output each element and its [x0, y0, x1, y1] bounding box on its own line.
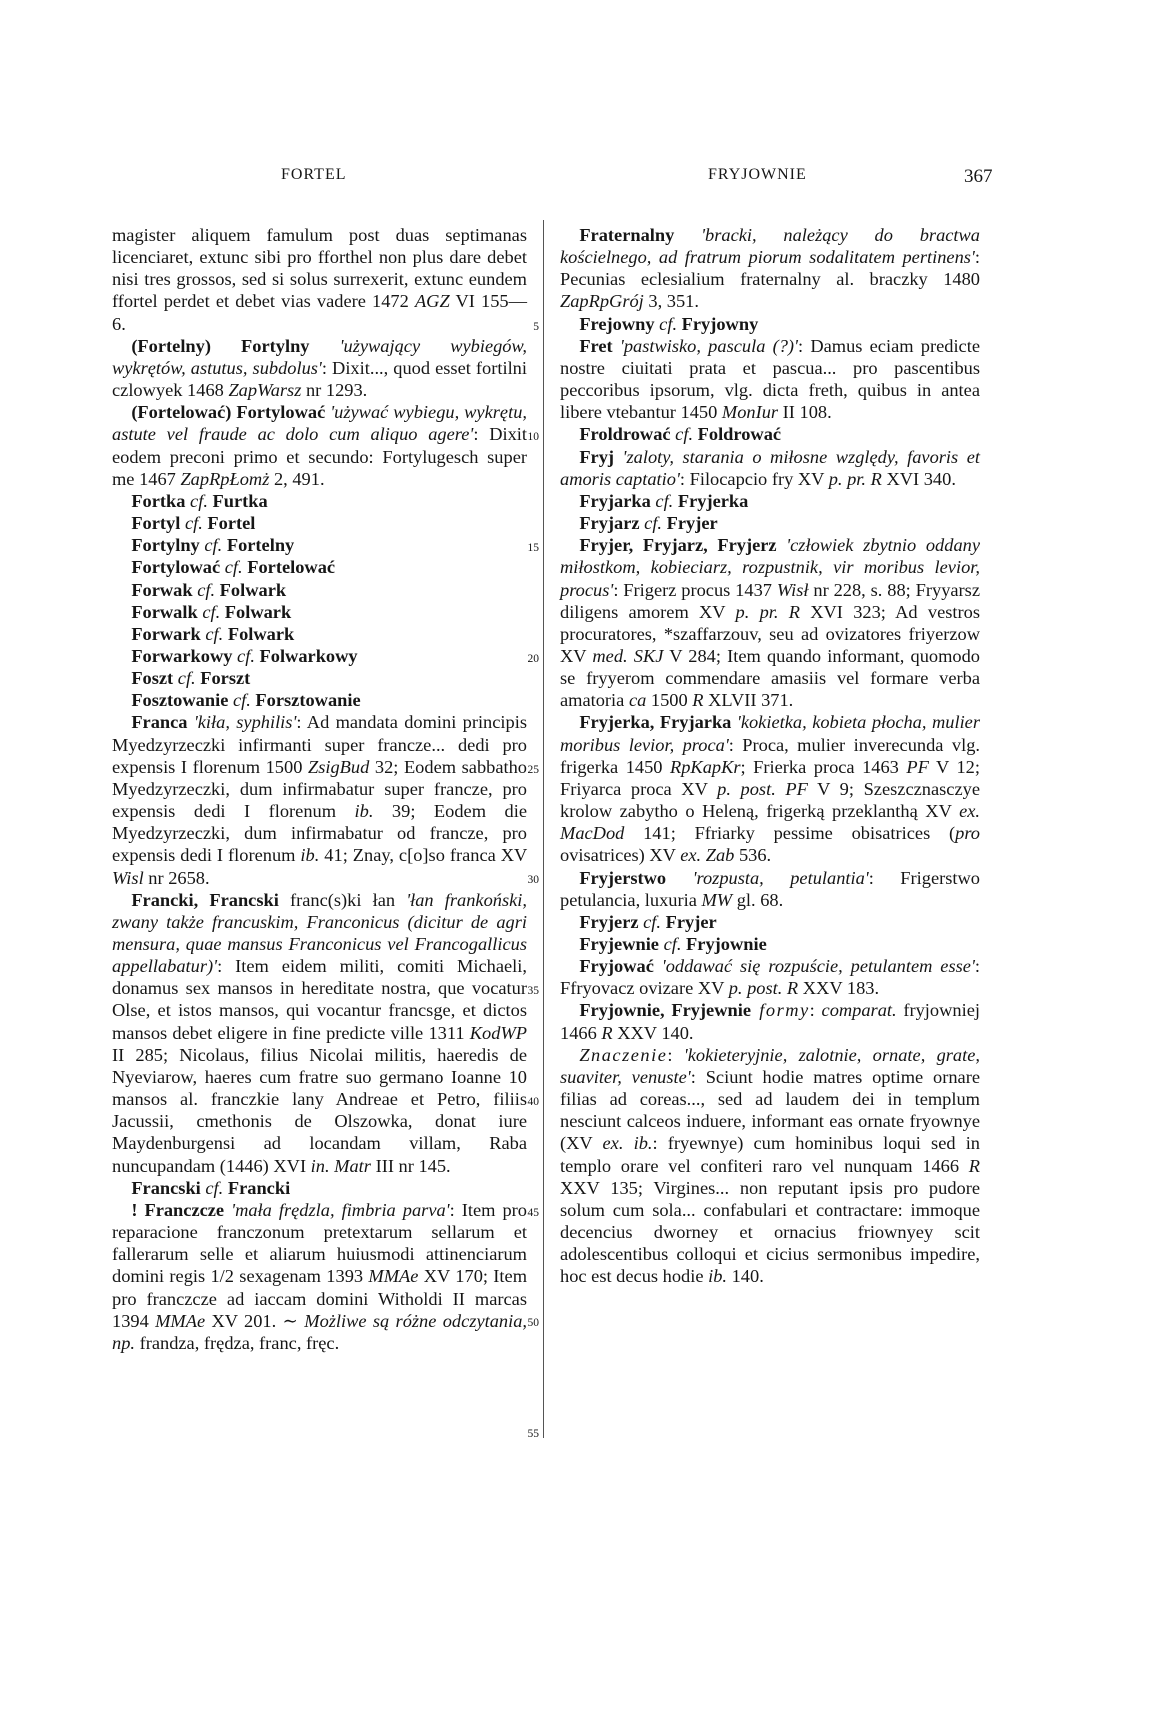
source-abbrev: ib. — [708, 1266, 728, 1287]
headword: Forsztowanie — [250, 690, 361, 711]
headword: Fryjownie, Fryjewnie — [579, 1000, 752, 1021]
definition: 'kokietka, kobieta płocha, mulier moribus levior, proca' — [560, 712, 980, 755]
headword: Fryjować — [579, 956, 654, 977]
cross-ref-marker: cf. — [658, 934, 682, 954]
source-abbrev: ZapRpŁomż — [180, 468, 270, 489]
entry-text: V 12; Friyarca proca XV — [560, 756, 980, 799]
line-number: 20 — [527, 652, 539, 665]
source-abbrev: comparat. — [821, 1000, 897, 1021]
entry-text: : — [667, 1044, 684, 1065]
line-number: 15 — [527, 542, 539, 555]
source-abbrev: in. Matr — [310, 1155, 371, 1176]
page-number: 367 — [964, 166, 993, 187]
entry-text: nr 228, s. 88; Fryyarsz diligens amorem XV — [560, 579, 980, 622]
left-column — [112, 224, 527, 1354]
headword: Forwark — [131, 623, 201, 644]
dictionary-entry — [560, 911, 980, 933]
source-abbrev: ib. — [300, 845, 320, 866]
source-abbrev: R — [968, 1155, 980, 1176]
line-number: 10 — [527, 431, 539, 444]
headword: (Fortelny) Fortylny — [131, 335, 310, 356]
source-abbrev: ex. ib. — [602, 1133, 653, 1154]
entry-text: : fryewnye) cum hominibus loqui sed in templo orare vel confiteri raro vel nunquam 1466 — [560, 1133, 980, 1176]
headword: Fortylować — [131, 557, 221, 578]
source-abbrev: MW — [701, 889, 733, 910]
entry-text: : Item pro reparacione franczonum pretextarum sellarum et fallerarum selle et aliarum huiusmodi attinenciarum domini regis 1/2 sexagenam 1393 — [112, 1199, 527, 1287]
entry-text: : Damus eciam predicte nostre ciuitati prata et pascua... pro pascentibus peccoribus ipsorum, vlg. dicta freth, quibus in antea libere vtebantur 1450 — [560, 335, 980, 423]
entry-text: frandza, frędza, franc, fręc. — [135, 1332, 340, 1353]
headword: Folwarkowy — [254, 645, 358, 666]
dictionary-entry — [560, 423, 980, 445]
dictionary-entry — [560, 446, 980, 490]
entry-text: franc(s)ki łan — [278, 889, 407, 910]
cross-ref-marker: cf. — [185, 490, 208, 511]
headword: Foszt — [131, 668, 174, 689]
headword: Fret — [579, 335, 613, 356]
dictionary-entry — [560, 867, 980, 911]
source-abbrev: Wisł — [776, 579, 809, 600]
source-abbrev: med. SKJ — [592, 645, 664, 666]
source-abbrev: PF — [906, 756, 929, 777]
source-abbrev: ZapWarsz — [228, 380, 302, 401]
dictionary-entry — [112, 1177, 527, 1199]
line-number: 55 — [527, 1428, 539, 1441]
entry-text: 141; Ffriarky pessime obisatrices ( — [624, 823, 956, 844]
source-abbrev: ex. MacDod — [560, 801, 980, 844]
cross-ref-marker: cf. — [192, 579, 216, 600]
headword: Folwark — [223, 623, 295, 644]
headword: Fryj — [579, 446, 615, 467]
entry-text: : — [809, 1000, 822, 1021]
source-abbrev: RpKapKr — [670, 756, 741, 777]
entry-text: : Frigerstwo petulancia, luxuria — [560, 867, 980, 910]
source-abbrev: p. post. R — [728, 978, 799, 999]
headword: Francki — [223, 1177, 291, 1198]
line-number: 25 — [527, 763, 539, 776]
definition: Możliwe są różne odczytania, np. — [112, 1310, 528, 1353]
entry-text: : Dixit eodem preconi primo et secundo: Fortylugesch super me 1467 — [112, 424, 527, 489]
definition: 'kokieteryjnie, zalotnie, ornate, grate, suaviter, venuste' — [560, 1044, 980, 1087]
headword: Folwark — [220, 601, 292, 622]
entry-text: : Ad mandata domini principis Myedzyrzeczki infirmanti super francze... dedi pro expensis I florenum 1500 — [112, 712, 527, 777]
right-column — [560, 224, 980, 1288]
headword: Fosztowanie — [131, 690, 229, 711]
cross-ref-marker: cf. — [228, 690, 251, 711]
headword: Foldrować — [693, 424, 782, 445]
source-abbrev: pro — [955, 823, 980, 844]
headword: Fortka — [131, 490, 186, 511]
headword: Fryjer — [661, 911, 717, 932]
cross-ref-marker: cf. — [180, 513, 203, 534]
entry-text: XLVII 371. — [703, 690, 794, 711]
source-abbrev: AGZ — [414, 291, 450, 312]
definition: 'bracki, należący do bractwa kościelnego, ad fratrum piorum sodalitatem pertinens' — [560, 225, 980, 268]
definition: 'łan frankoński, zwany także francuskim, Franconicus (dicitur de agri mensura, quae mansus Franconicus vel Francogallicus appellabatur)' — [112, 889, 527, 977]
entry-text: III nr 145. — [370, 1155, 451, 1176]
headword: Fryjarz — [579, 513, 640, 534]
dictionary-entry — [112, 601, 527, 623]
headword: Folwark — [215, 579, 287, 600]
source-abbrev: ZapRpGrój — [560, 291, 644, 312]
entry-text: 2, 491. — [269, 468, 325, 489]
cross-ref-marker: cf. — [639, 513, 663, 534]
headword: Fryjerz — [579, 911, 639, 932]
dictionary-entry — [560, 313, 980, 335]
entry-text: XV 170; Item pro franczcze ad iaccam domini Witholdi II marcas 1394 — [112, 1266, 528, 1331]
line-number: 40 — [527, 1095, 539, 1108]
entry-text: : Dixit..., quod esset fortilni czlowyek 1468 — [112, 357, 527, 401]
entry-text: V 284; Item quando informant, quomodo se fryyerom commendare amasiis vel formare verba amatoria — [560, 645, 980, 711]
dictionary-entry — [560, 534, 980, 711]
source-abbrev: ex. Zab — [680, 845, 735, 866]
dictionary-entry — [112, 645, 527, 667]
entry-text: XVI 323; Ad vestros procuratores, *szaffarzouv, seu ad ovizatores friyerzow XV — [560, 601, 980, 666]
headword: Fryjer, Fryjarz, Fryjerz — [579, 535, 777, 556]
headword: Fryjer — [662, 513, 718, 534]
entry-text: II 285; Nicolaus, filius Nicolai militis, haeredis de Nyeviarow, haeres cum fratre suo germano Ioanne 10 mansos al. franczkie lany Andreae et Petro, filiis Jacussii, cmethonis de Olszowka, donat iure Maydenburgensi ad locandam villam, Raba nuncupandam (1446) XVI — [112, 1044, 527, 1176]
cross-ref-marker: cf. — [173, 668, 196, 689]
entry-text: XV 201. ∼ — [205, 1310, 305, 1331]
headword: ! Franczcze — [131, 1199, 225, 1220]
cross-ref-marker: cf. — [197, 601, 221, 622]
cross-ref-marker: cf. — [220, 557, 243, 578]
source-abbrev: p. pr. R — [828, 468, 882, 489]
spaced-label: Znaczenie — [579, 1044, 668, 1065]
entry-text: 3, 351. — [643, 291, 699, 312]
source-abbrev: ib. — [354, 801, 374, 822]
entry-text: : Proca, mulier inverecunda vlg. frigerka 1450 — [560, 734, 980, 777]
headword: Franca — [131, 712, 188, 733]
cross-ref-marker: cf. — [670, 424, 694, 445]
source-abbrev: ca — [628, 690, 647, 711]
dictionary-entry — [112, 490, 527, 512]
definition: 'oddawać się rozpuście, petulantem esse' — [653, 956, 975, 977]
source-abbrev: MonIur — [721, 402, 779, 423]
headword: Froldrować — [579, 424, 671, 445]
headword: Fryjownie — [681, 934, 767, 954]
line-number: 35 — [527, 985, 539, 998]
headword: Fortylny — [131, 535, 200, 556]
dictionary-entry — [112, 667, 527, 689]
line-number: 45 — [527, 1206, 539, 1219]
entry-text: VI 155—6. — [112, 291, 528, 334]
headword: Francki, Francski — [131, 889, 279, 910]
entry-text: ; Frierka proca 1463 — [740, 756, 907, 777]
source-abbrev: MMAe — [155, 1310, 206, 1331]
dictionary-entry — [560, 335, 980, 424]
entry-text: 39; Eodem die Myedzyrzeczki, dum infirmabatur od francze, pro expensis dedi I florenum — [112, 801, 527, 866]
headword: Fortel — [202, 513, 256, 534]
entry-text: XXV 140. — [612, 1022, 694, 1043]
headword: Fraternalny — [579, 225, 675, 245]
entry-text: 41; Znay, c[o]so franca XV — [319, 845, 527, 866]
dictionary-entry — [560, 1044, 980, 1288]
headword: (Fortelować) Fortylować — [131, 402, 326, 423]
headword: Fryjerstwo — [579, 867, 667, 888]
headword: Fryjewnie — [579, 934, 659, 954]
entry-text: XVI 340. — [881, 468, 956, 489]
headword: Fryjarka — [579, 490, 651, 511]
dictionary-entry — [112, 335, 527, 401]
cross-ref-marker: cf. — [654, 313, 678, 334]
entry-text: 140. — [727, 1266, 764, 1287]
entry-text: 536. — [734, 845, 772, 866]
entry-text: : Ffryovacz ovizare XV — [560, 956, 980, 999]
dictionary-entry — [112, 579, 527, 601]
source-abbrev: p. pr. R — [735, 601, 800, 622]
definition: 'pastwisko, pascula (?)' — [612, 335, 798, 356]
entry-text: nr 2658. — [143, 867, 210, 888]
source-abbrev: R — [692, 690, 704, 711]
dictionary-entry — [112, 623, 527, 645]
source-abbrev: MMAe — [368, 1266, 419, 1287]
entry-text: : Sciunt hodie matres optime ornare filias ad coreas..., sed ad laudem dei in templum nesciunt calceos induere, informant eas ornate fryownye (XV — [560, 1066, 980, 1154]
entry-text: magister aliquem famulum post duas septimanas licenciaret, extunc sibi pro fforthel non plus dare debet nisi tres grossos, sed si solus surrexerit, extunc eundem ffortel perdet et debet vias vadere 1472 — [112, 225, 527, 312]
dictionary-entry — [112, 711, 527, 888]
dictionary-entry — [112, 889, 527, 1177]
header-left-headword: FORTEL — [281, 166, 347, 183]
dictionary-entry — [560, 224, 980, 313]
dictionary-entry — [560, 955, 980, 999]
dictionary-entry — [112, 556, 527, 578]
cross-ref-marker: cf. — [199, 535, 223, 556]
headword: Fryjerka, Fryjarka — [579, 712, 732, 733]
source-abbrev: ZsigBud — [307, 756, 370, 777]
headword: Frejowny — [579, 313, 655, 334]
dictionary-entry — [560, 490, 980, 512]
cross-ref-marker: cf. — [650, 490, 674, 511]
headword: Francski — [131, 1177, 201, 1198]
entry-text: gl. 68. — [732, 889, 784, 910]
entry-text: 32; Eodem sabbatho Myedzyrzeczki, dum infirmabatur super francze, pro expensis dedi I florenum — [112, 756, 527, 822]
source-abbrev: R — [601, 1022, 613, 1043]
cross-ref-marker: cf. — [638, 911, 661, 932]
cross-ref-marker: cf. — [232, 645, 255, 666]
headword: Forwalk — [131, 601, 198, 622]
definition: 'rozpusta, petulantia' — [666, 867, 869, 888]
dictionary-entry — [112, 401, 527, 490]
entry-text: nr 1293. — [301, 380, 368, 401]
dictionary-entry — [112, 1199, 527, 1354]
headword: Fortelny — [222, 535, 295, 556]
spaced-label: formy — [751, 1000, 810, 1021]
cross-ref-marker: cf. — [200, 623, 224, 644]
dictionary-entry — [112, 534, 527, 556]
entry-text: fryjowniej 1466 — [560, 1000, 980, 1043]
dictionary-entry — [560, 512, 980, 534]
definition: 'człowiek zbytnio oddany miłostkom, kobieciarz, rozpustnik, vir moribus levior, procus' — [560, 535, 980, 600]
dictionary-entry — [112, 224, 527, 335]
entry-text: : Frigerz procus 1437 — [613, 579, 777, 600]
entry-text: 1500 — [646, 690, 693, 711]
dictionary-entry — [560, 933, 980, 955]
definition: 'używać wybiegu, wykrętu, astute vel fraude ac dolo cum aliquo agere' — [112, 402, 527, 445]
entry-text: V 9; Szeszcznasczye krolow zabytho o Heleną, frigerką przeklanthą XV — [560, 778, 980, 822]
dictionary-entry — [112, 689, 527, 711]
dictionary-entry — [112, 512, 527, 534]
column-rule — [543, 220, 544, 1438]
running-header — [0, 166, 1164, 190]
entry-text: : Pecunias eclesialium fraternalny al. braczky 1480 — [560, 247, 980, 290]
source-abbrev: Wisl — [112, 867, 144, 888]
definition: 'używający wybiegów, wykrętów, astutus, subdolus' — [112, 335, 527, 378]
entry-text: ovisatrices) XV — [560, 845, 681, 866]
source-abbrev: p. post. PF — [717, 778, 808, 799]
entry-text: XXV 183. — [798, 978, 880, 999]
entry-text: : Item eidem militi, comiti Michaeli, donamus sex mansos in hereditate nostra, que vocatur Olse, et istos mansos, qui vocantur francsge, et dictos mansos debet eligere in fine predicte ville 1311 — [112, 956, 527, 1043]
headword: Forszt — [195, 668, 251, 689]
entry-text: : Filocapcio fry XV — [679, 468, 829, 489]
definition: 'kiła, syphilis' — [187, 712, 297, 733]
dictionary-entry — [560, 999, 980, 1043]
header-right-headword: FRYJOWNIE — [708, 166, 807, 183]
headword: Fortyl — [131, 513, 181, 534]
definition: 'mała frędzla, fimbria parva' — [224, 1199, 450, 1220]
headword: Fryjerka — [673, 490, 749, 511]
entry-text: II 108. — [778, 402, 832, 423]
headword: Fortelować — [242, 557, 336, 578]
line-number: 50 — [527, 1317, 539, 1330]
dictionary-entry — [560, 711, 980, 866]
headword: Fryjowny — [677, 313, 759, 334]
entry-text: XXV 135; Virgines... non reputant ipsis pro pudore solum cum sola... confabulari et contractare: immoque decencius dworney et ornacius friownyey scit adolescentibus colloqui et cicius sermonibus impedire, hoc est decus hodie — [560, 1177, 980, 1287]
headword: Forwak — [131, 579, 193, 600]
line-number: 5 — [533, 320, 539, 333]
cross-ref-marker: cf. — [200, 1177, 224, 1198]
definition: 'zaloty, starania o miłosne względy, favoris et amoris captatio' — [560, 446, 980, 489]
source-abbrev: KodWP — [469, 1022, 527, 1043]
line-number: 30 — [527, 874, 539, 887]
headword: Forwarkowy — [131, 645, 233, 666]
headword: Furtka — [207, 490, 268, 511]
